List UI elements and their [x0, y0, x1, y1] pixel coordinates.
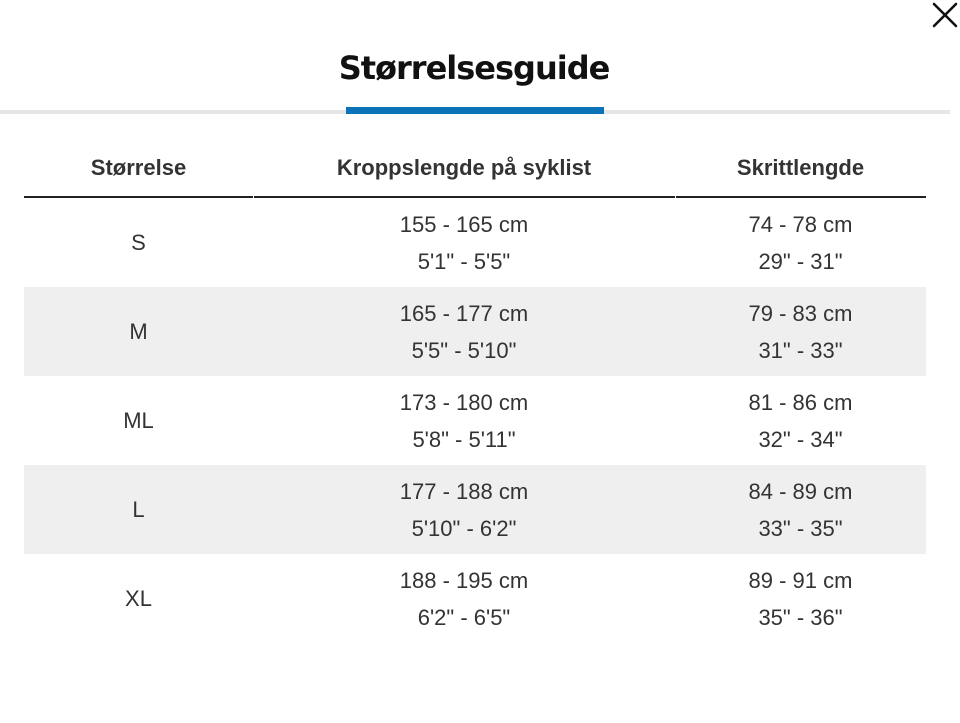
header-divider-gap: [253, 196, 254, 198]
inseam-cell: [675, 295, 926, 369]
height-cm: 155 - 165 cm: [399, 211, 529, 237]
height-in: 5'1" - 5'5": [417, 248, 511, 274]
header-divider-gap: [675, 196, 676, 198]
body-height-cell: [253, 562, 675, 636]
table-row: [24, 554, 926, 643]
close-icon: [929, 0, 959, 30]
body-height-cell: [253, 384, 675, 458]
height-in: 5'8" - 5'11": [412, 426, 516, 452]
height-cm: 188 - 195 cm: [399, 567, 529, 593]
close-button[interactable]: [929, 0, 960, 30]
inseam-in: 33" - 35": [758, 515, 843, 541]
modal-title: Størrelsesguide: [338, 49, 610, 87]
active-tab-indicator: [346, 107, 604, 114]
inseam-cell: [675, 473, 926, 547]
table-row: [24, 287, 926, 376]
height-in: 6'2" - 6'5": [417, 604, 511, 630]
inseam-cm: 74 - 78 cm: [748, 211, 853, 237]
body-height-cell: [253, 295, 675, 369]
inseam-cm: 89 - 91 cm: [748, 567, 853, 593]
inseam-cm: 79 - 83 cm: [748, 300, 853, 326]
inseam-in: 31" - 33": [758, 337, 843, 363]
height-cm: 173 - 180 cm: [399, 389, 529, 415]
table-row: [24, 198, 926, 287]
table-row: [24, 465, 926, 554]
inseam-cell: [675, 206, 926, 280]
size-table: [24, 140, 926, 643]
inseam-cell: [675, 384, 926, 458]
header-body-height: Kroppslengde på syklist: [336, 155, 592, 180]
header-inseam: Skrittlengde: [736, 155, 865, 180]
size-cell: S: [131, 230, 146, 255]
inseam-in: 32" - 34": [758, 426, 843, 452]
size-cell: L: [132, 497, 145, 522]
table-header: [24, 140, 926, 198]
size-cell: M: [129, 319, 148, 344]
inseam-in: 35" - 36": [758, 604, 843, 630]
size-cell: XL: [125, 586, 152, 611]
height-cm: 177 - 188 cm: [399, 478, 529, 504]
inseam-cm: 84 - 89 cm: [748, 478, 853, 504]
height-in: 5'5" - 5'10": [411, 337, 517, 363]
header-size: Størrelse: [90, 155, 187, 180]
body-height-cell: [253, 473, 675, 547]
height-cm: 165 - 177 cm: [399, 300, 529, 326]
table-row: [24, 376, 926, 465]
inseam-cell: [675, 562, 926, 636]
inseam-cm: 81 - 86 cm: [748, 389, 853, 415]
body-height-cell: [253, 206, 675, 280]
height-in: 5'10" - 6'2": [411, 515, 517, 541]
inseam-in: 29" - 31": [758, 248, 843, 274]
size-cell: ML: [123, 408, 154, 433]
